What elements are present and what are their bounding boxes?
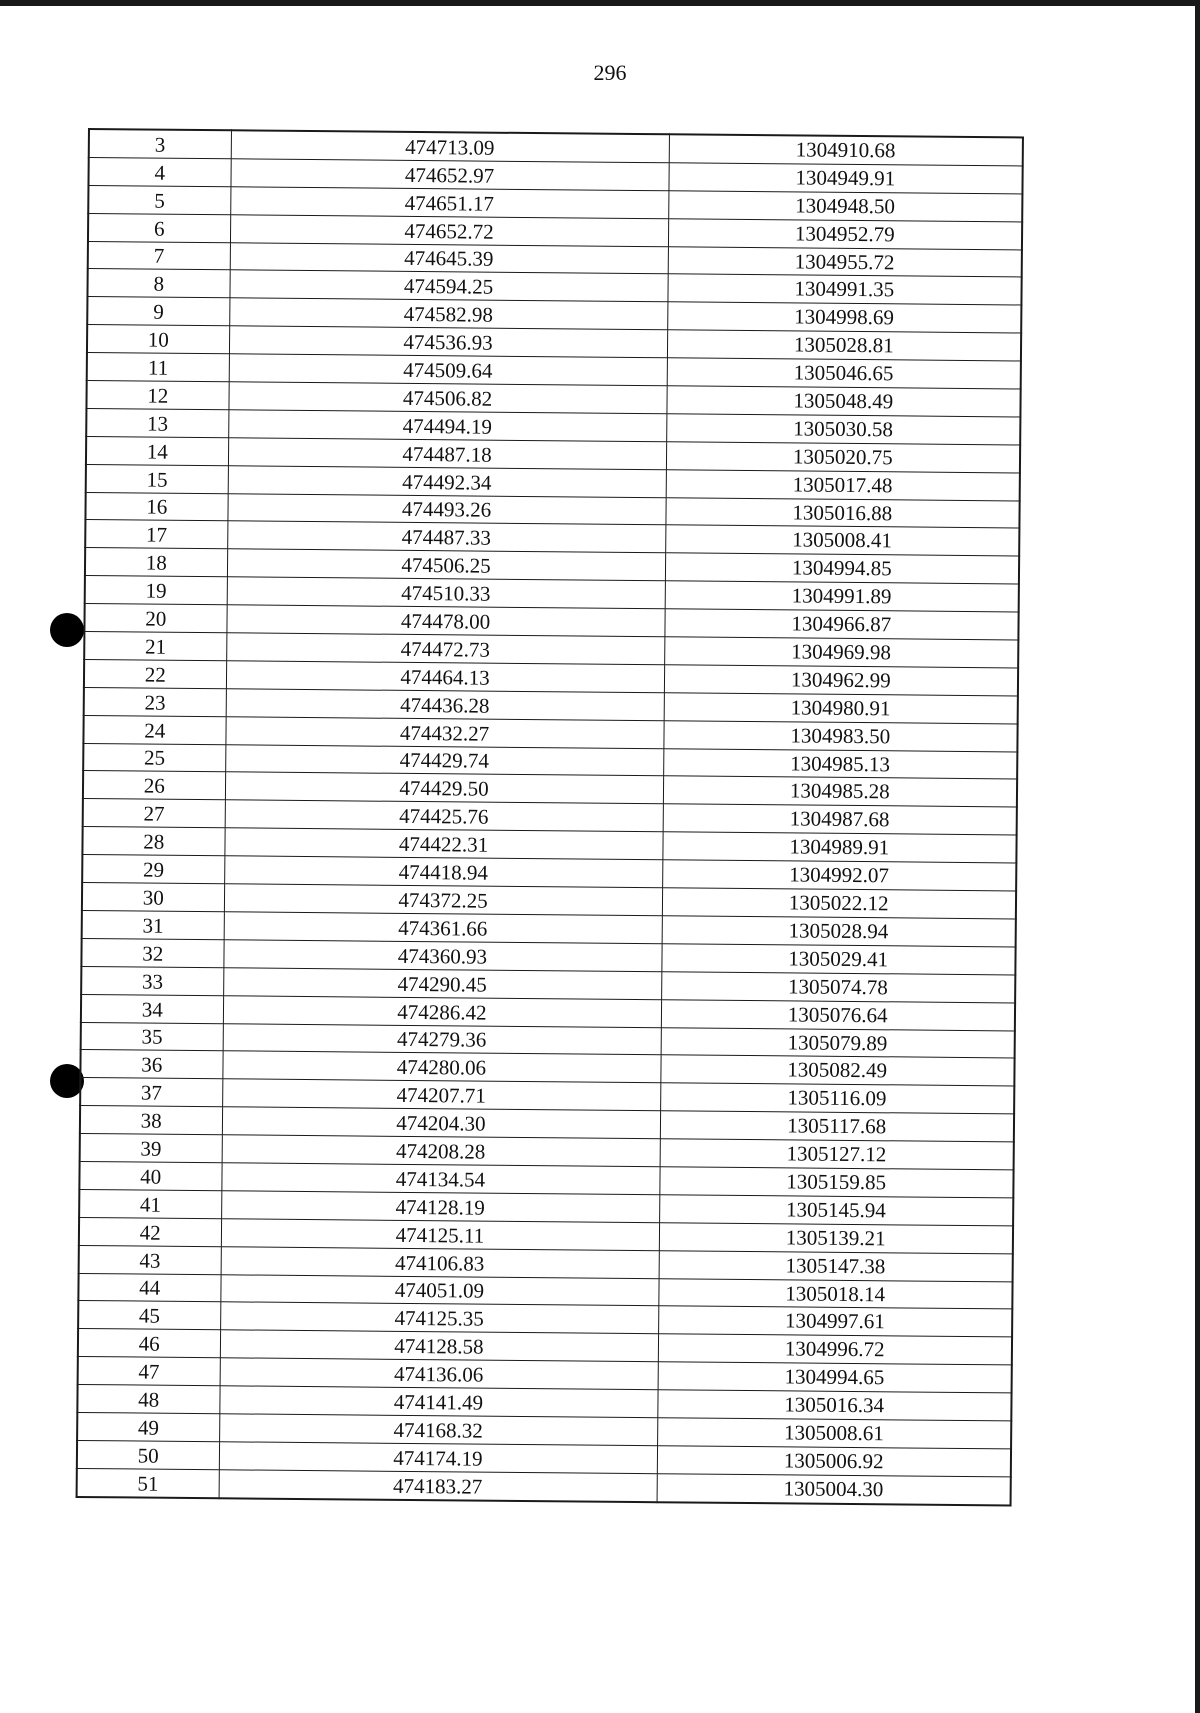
coord-y-cell: 1304985.28 (663, 776, 1017, 807)
coord-x-cell: 474651.17 (230, 187, 668, 219)
coord-x-cell: 474510.33 (227, 577, 665, 609)
coord-x-cell: 474492.34 (228, 465, 666, 497)
coord-x-cell: 474425.76 (225, 800, 663, 832)
coord-x-cell: 474174.19 (219, 1442, 657, 1474)
coord-y-cell: 1305029.41 (661, 944, 1015, 975)
coord-y-cell: 1304985.13 (663, 748, 1017, 779)
point-number-cell: 6 (88, 213, 230, 242)
coord-y-cell: 1304991.35 (667, 274, 1021, 305)
coord-y-cell: 1305117.68 (660, 1111, 1014, 1142)
point-number-cell: 21 (84, 632, 226, 661)
point-number-cell: 41 (79, 1189, 221, 1218)
coord-y-cell: 1304996.72 (658, 1334, 1012, 1365)
coord-y-cell: 1304987.68 (663, 804, 1017, 835)
coord-x-cell: 474594.25 (229, 270, 667, 302)
coord-x-cell: 474128.58 (220, 1330, 658, 1362)
point-number-cell: 9 (87, 297, 229, 326)
coord-y-cell: 1305147.38 (659, 1250, 1013, 1281)
point-number-cell: 28 (82, 827, 224, 856)
point-number-cell: 12 (86, 381, 228, 410)
coord-y-cell: 1304966.87 (664, 609, 1018, 640)
point-number-cell: 7 (88, 241, 230, 270)
coord-x-cell: 474106.83 (221, 1246, 659, 1278)
coord-x-cell: 474509.64 (229, 354, 667, 386)
point-number-cell: 27 (83, 799, 225, 828)
coord-y-cell: 1305079.89 (661, 1027, 1015, 1058)
coord-x-cell: 474204.30 (222, 1107, 660, 1139)
point-number-cell: 32 (81, 938, 223, 967)
point-number-cell: 34 (81, 994, 223, 1023)
coord-y-cell: 1304948.50 (668, 191, 1022, 222)
coord-x-cell: 474582.98 (229, 298, 667, 330)
coordinates-table-body (77, 129, 1023, 1505)
point-number-cell: 44 (78, 1273, 220, 1302)
point-number-cell: 45 (78, 1301, 220, 1330)
point-number-cell: 24 (83, 715, 225, 744)
point-number-cell: 4 (88, 157, 230, 186)
coord-y-cell: 1304980.91 (664, 693, 1018, 724)
coord-x-cell: 474418.94 (224, 856, 662, 888)
coord-x-cell: 474493.26 (227, 493, 665, 525)
coord-y-cell: 1305016.34 (657, 1390, 1011, 1421)
coord-x-cell: 474652.97 (230, 159, 668, 191)
point-number-cell: 23 (84, 687, 226, 716)
coord-x-cell: 474536.93 (229, 326, 667, 358)
coord-y-cell: 1304994.85 (665, 553, 1019, 584)
coord-x-cell: 474279.36 (223, 1023, 661, 1055)
point-number-cell: 31 (82, 910, 224, 939)
coord-y-cell: 1304952.79 (668, 218, 1022, 249)
coord-x-cell: 474494.19 (228, 410, 666, 442)
point-number-cell: 13 (86, 408, 228, 437)
coord-x-cell: 474125.35 (220, 1302, 658, 1334)
coord-x-cell: 474136.06 (220, 1358, 658, 1390)
point-number-cell: 35 (81, 1022, 223, 1051)
coord-x-cell: 474506.25 (227, 549, 665, 581)
point-number-cell: 16 (85, 492, 227, 521)
point-number-cell: 18 (85, 548, 227, 577)
coord-y-cell: 1305017.48 (666, 469, 1020, 500)
coord-x-cell: 474372.25 (224, 884, 662, 916)
coord-x-cell: 474432.27 (225, 716, 663, 748)
coord-x-cell: 474487.33 (227, 521, 665, 553)
coord-y-cell: 1305145.94 (659, 1195, 1013, 1226)
coord-y-cell: 1305074.78 (661, 971, 1015, 1002)
coord-x-cell: 474125.11 (221, 1218, 659, 1250)
coord-x-cell: 474713.09 (231, 130, 669, 162)
coord-y-cell: 1304998.69 (667, 302, 1021, 333)
coord-y-cell: 1305008.61 (657, 1418, 1011, 1449)
coord-x-cell: 474464.13 (226, 661, 664, 693)
coord-x-cell: 474183.27 (219, 1469, 657, 1501)
coord-x-cell: 474168.32 (219, 1414, 657, 1446)
coord-x-cell: 474208.28 (222, 1135, 660, 1167)
coord-y-cell: 1305159.85 (659, 1167, 1013, 1198)
coord-x-cell: 474134.54 (221, 1163, 659, 1195)
coord-y-cell: 1304910.68 (669, 134, 1023, 166)
coord-x-cell: 474207.71 (222, 1079, 660, 1111)
point-number-cell: 40 (79, 1161, 221, 1190)
point-number-cell: 30 (82, 883, 224, 912)
point-number-cell: 50 (77, 1440, 219, 1469)
coord-y-cell: 1305022.12 (662, 888, 1016, 919)
point-number-cell: 19 (85, 576, 227, 605)
coord-y-cell: 1305139.21 (659, 1222, 1013, 1253)
point-number-cell: 25 (83, 743, 225, 772)
point-number-cell: 48 (77, 1385, 219, 1414)
point-number-cell: 33 (81, 966, 223, 995)
point-number-cell: 5 (88, 185, 230, 214)
coord-x-cell: 474290.45 (223, 967, 661, 999)
coord-x-cell: 474051.09 (220, 1274, 658, 1306)
coord-y-cell: 1305046.65 (667, 358, 1021, 389)
point-number-cell: 26 (83, 771, 225, 800)
point-number-cell: 29 (82, 855, 224, 884)
coord-y-cell: 1305018.14 (658, 1278, 1012, 1309)
coord-y-cell: 1305127.12 (660, 1139, 1014, 1170)
coord-y-cell: 1305016.88 (665, 497, 1019, 528)
coord-y-cell: 1304989.91 (662, 832, 1016, 863)
point-number-cell: 47 (78, 1357, 220, 1386)
coord-y-cell: 1305028.81 (667, 330, 1021, 361)
coord-y-cell: 1304994.65 (658, 1362, 1012, 1393)
coord-x-cell: 474506.82 (228, 382, 666, 414)
coord-y-cell: 1305008.41 (665, 525, 1019, 556)
punch-hole-icon (50, 613, 84, 647)
point-number-cell: 43 (79, 1245, 221, 1274)
coord-y-cell: 1305006.92 (657, 1446, 1011, 1477)
coord-y-cell: 1304962.99 (664, 665, 1018, 696)
scan-edge-right (1195, 0, 1200, 1713)
point-number-cell: 22 (84, 659, 226, 688)
point-number-cell: 17 (85, 520, 227, 549)
point-number-cell: 20 (84, 604, 226, 633)
point-number-cell: 51 (77, 1468, 219, 1498)
coord-y-cell: 1304969.98 (664, 637, 1018, 668)
point-number-cell: 46 (78, 1329, 220, 1358)
page-number: 296 (593, 60, 627, 85)
coord-x-cell: 474128.19 (221, 1191, 659, 1223)
point-number-cell: 38 (80, 1106, 222, 1135)
coord-y-cell: 1304983.50 (663, 720, 1017, 751)
coord-x-cell: 474478.00 (226, 605, 664, 637)
point-number-cell: 42 (79, 1217, 221, 1246)
coord-x-cell: 474436.28 (226, 689, 664, 721)
coord-y-cell: 1305076.64 (661, 999, 1015, 1030)
coord-y-cell: 1304992.07 (662, 860, 1016, 891)
coord-x-cell: 474472.73 (226, 633, 664, 665)
coord-y-cell: 1305048.49 (666, 386, 1020, 417)
coord-y-cell: 1305116.09 (660, 1083, 1014, 1114)
coord-x-cell: 474361.66 (224, 912, 662, 944)
coord-y-cell: 1305028.94 (662, 916, 1016, 947)
coord-x-cell: 474280.06 (222, 1051, 660, 1083)
coord-y-cell: 1304955.72 (668, 246, 1022, 277)
coord-y-cell: 1304997.61 (658, 1306, 1012, 1337)
coord-y-cell: 1304949.91 (668, 163, 1022, 194)
coord-x-cell: 474422.31 (224, 828, 662, 860)
point-number-cell: 36 (80, 1050, 222, 1079)
point-number-cell: 8 (87, 269, 229, 298)
coord-y-cell: 1304991.89 (665, 581, 1019, 612)
point-number-cell: 11 (87, 353, 229, 382)
coord-y-cell: 1305020.75 (666, 442, 1020, 473)
point-number-cell: 37 (80, 1078, 222, 1107)
point-number-cell: 14 (86, 436, 228, 465)
scan-edge-top (0, 0, 1200, 6)
coord-x-cell: 474429.50 (225, 772, 663, 804)
coord-x-cell: 474429.74 (225, 744, 663, 776)
coord-y-cell: 1305004.30 (657, 1473, 1011, 1505)
point-number-cell: 3 (89, 129, 231, 159)
coord-x-cell: 474652.72 (230, 214, 668, 246)
coord-x-cell: 474487.18 (228, 438, 666, 470)
coord-x-cell: 474360.93 (223, 940, 661, 972)
coord-x-cell: 474645.39 (230, 242, 668, 274)
coord-y-cell: 1305082.49 (660, 1055, 1014, 1086)
coord-y-cell: 1305030.58 (666, 414, 1020, 445)
point-number-cell: 10 (87, 325, 229, 354)
coord-x-cell: 474141.49 (219, 1386, 657, 1418)
coord-x-cell: 474286.42 (223, 995, 661, 1027)
coordinates-table (76, 128, 1024, 1506)
point-number-cell: 49 (77, 1412, 219, 1441)
point-number-cell: 15 (86, 464, 228, 493)
point-number-cell: 39 (80, 1134, 222, 1163)
coordinates-table-wrapper (76, 128, 1024, 1506)
